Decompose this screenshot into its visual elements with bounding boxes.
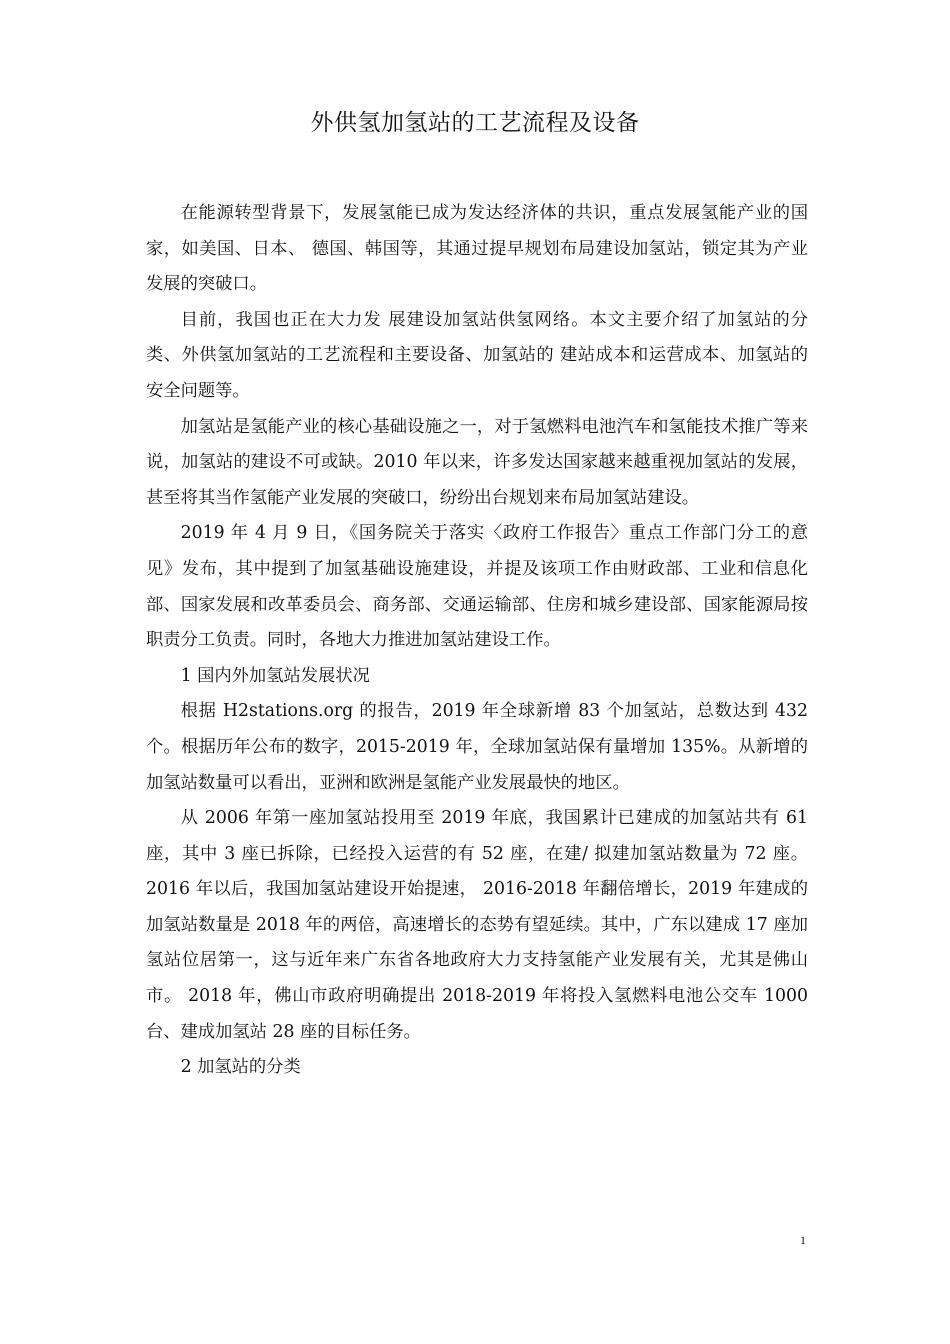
document-body [146,196,808,1086]
paragraph: 加氢站是氢能产业的核心基础设施之一，对于氢燃料电池汽车和氢能技术推广等来说，加氢站的建设不可或缺。2010 年以来，许多发达国家越来越重视加氢站的发展，甚至将其当作氢能产业发展的突破口，纷纷出台规划来布局加氢站建设。 [146,416,808,508]
section-heading: 2 加氢站的分类 [180,1057,301,1078]
paragraph: 目前，我国也正在大力发 展建设加氢站供氢网络。本文主要介绍了加氢站的分类、外供氢加氢站的工艺流程和主要设备、加氢站的 建站成本和运营成本、加氢站的安全问题等。 [146,309,808,401]
section-heading: 1 国内外加氢站发展状况 [180,665,370,686]
paragraph: 2019 年 4 月 9 日，《国务院关于落实〈政府工作报告〉重点工作部门分工的意见》发布，其中提到了加氢基础设施建设，并提及该项工作由财政部、工业和信息化部、国家发展和改革委员会、商务部、交通运输部、住房和城乡建设部、国家能源局按职责分工负责。同时，各地大力推进加氢站建设工作。 [146,523,808,651]
paragraph: 在能源转型背景下，发展氢能已成为发达经济体的共识，重点发展氢能产业的国家，如美国、日本、 德国、韩国等，其通过提早规划布局建设加氢站，锁定其为产业发展的突破口。 [146,203,808,295]
page-number: 1 [800,1233,806,1247]
paragraph: 从 2006 年第一座加氢站投用至 2019 年底，我国累计已建成的加氢站共有 61 座，其中 3 座已拆除，已经投入运营的有 52 座，在建/ 拟建加氢站数量为 72 座。2016 年以后，我国加氢站建设开始提速， 2016-2018 年翻倍增长，2019 年建成的加氢站数量是 2018 年的两倍，高速增长的态势有望延续。其中，广东以建成 17 座加氢站位居第一，这与近年来广东省各地政府大力支持氢能产业发展有关，尤其是佛山市。 2018 年，佛山市政府明确提出 2018-2019 年将投入氢燃料电池公交车 1000 台、建成加氢站 28 座的目标任务。 [146,808,808,1042]
paragraph: 根据 H2stations.org 的报告，2019 年全球新增 83 个加氢站，总数达到 432 个。根据历年公布的数字，2015-2019 年，全球加氢站保有量增加 135%。从新增的加氢站数量可以看出，亚洲和欧洲是氢能产业发展最快的地区。 [146,701,808,793]
document-title: 外供氢加氢站的工艺流程及设备 [310,110,640,136]
